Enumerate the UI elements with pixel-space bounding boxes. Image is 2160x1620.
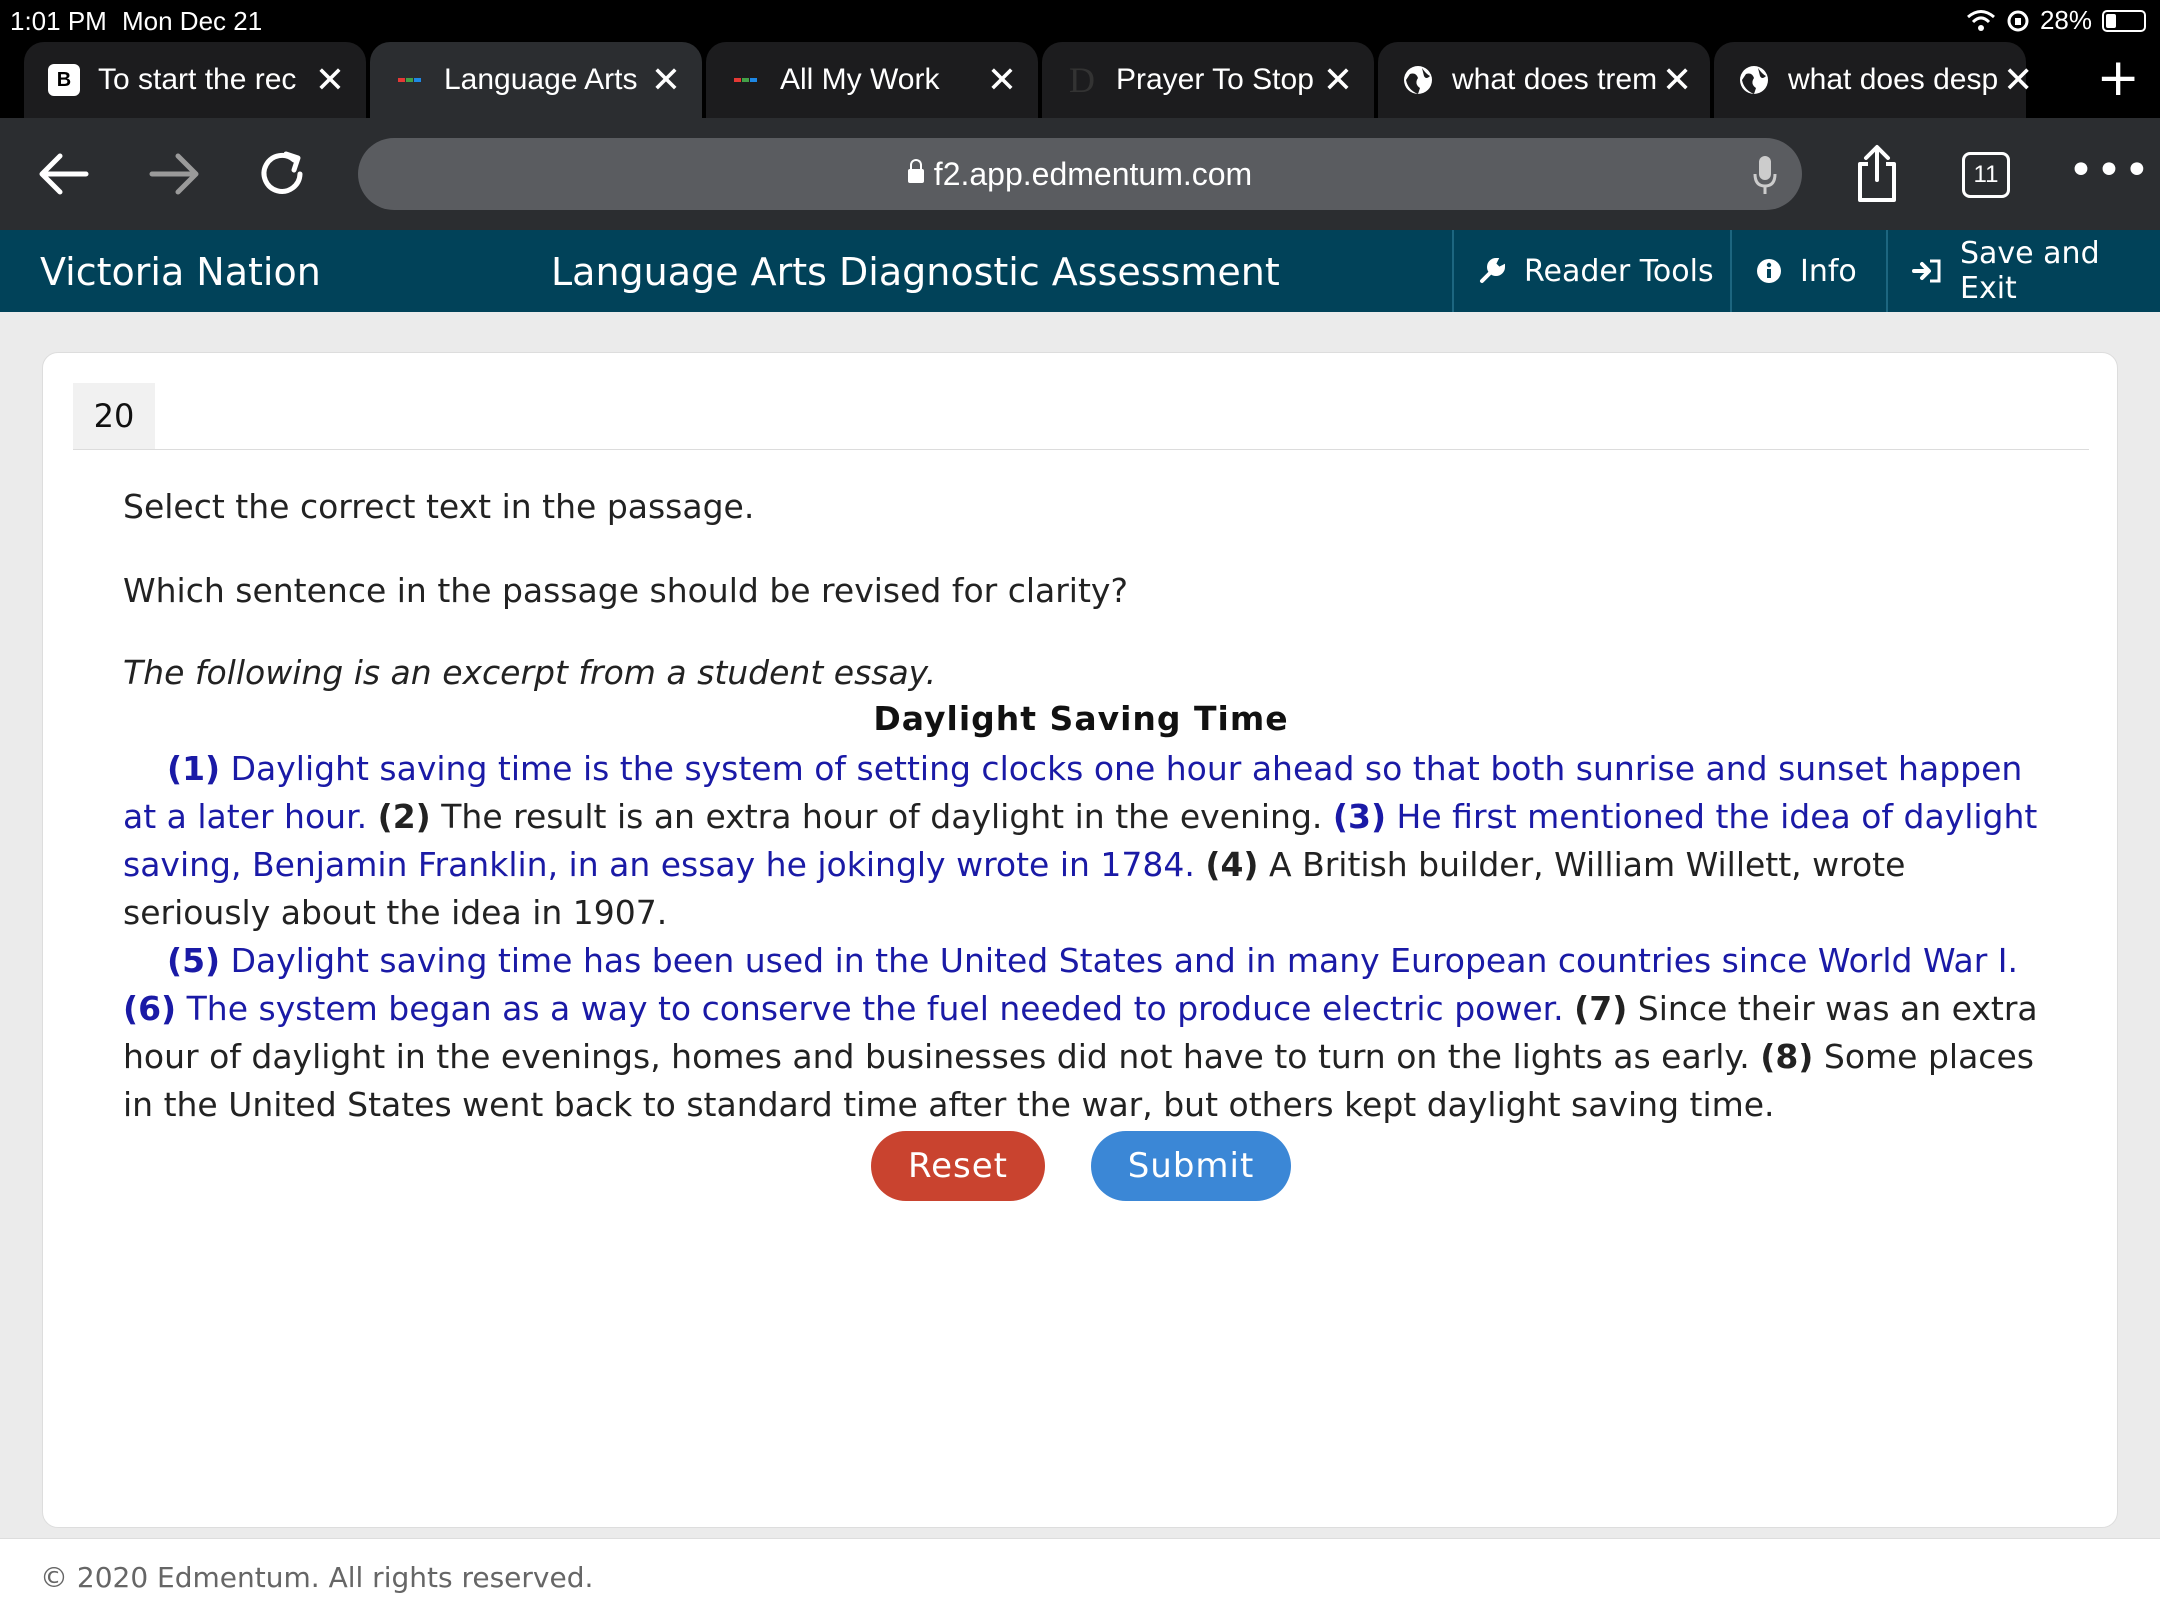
tab-language-arts[interactable] xyxy=(370,42,702,118)
sentence-6[interactable]: (6) The system began as a way to conserve the fuel needed to produce electric power. xyxy=(123,989,1564,1028)
globe-icon xyxy=(1402,64,1434,96)
sign-out-icon xyxy=(1912,258,1942,284)
submit-button[interactable]: Submit xyxy=(1091,1131,1291,1201)
tab-label: To start the rec xyxy=(98,63,297,96)
tab-all-my-work[interactable] xyxy=(706,42,1038,118)
close-tab-icon[interactable]: ✕ xyxy=(986,59,1018,100)
sentence-3[interactable]: (3) He first mentioned the idea of daylight saving, Benjamin Franklin, in an essay he jokingly wrote in 1784. xyxy=(123,797,2038,884)
tab-what-does-desp[interactable] xyxy=(1714,42,2034,118)
close-tab-icon[interactable]: ✕ xyxy=(2003,59,2034,100)
status-right xyxy=(1966,5,2146,36)
tab-what-does-trem[interactable] xyxy=(1378,42,1710,118)
paragraph xyxy=(123,745,2063,937)
question-prompt: Which sentence in the passage should be revised for clarity? xyxy=(123,571,1128,610)
globe-icon xyxy=(1738,64,1770,96)
reset-button[interactable]: Reset xyxy=(871,1131,1045,1201)
question-number: 20 xyxy=(73,383,155,449)
back-arrow-icon[interactable] xyxy=(34,146,94,202)
assessment-title: Language Arts Diagnostic Assessment xyxy=(551,250,1280,294)
info-icon xyxy=(1756,258,1782,284)
tab-favicon-b-icon: B xyxy=(48,64,80,96)
tab-label: Prayer To Stop xyxy=(1116,63,1314,96)
orientation-lock-icon xyxy=(2006,9,2030,33)
tab-label: what does trem xyxy=(1452,63,1658,96)
address-bar[interactable] xyxy=(358,138,1802,210)
question-instruction: Select the correct text in the passage. xyxy=(123,487,755,526)
reader-tools-button[interactable] xyxy=(1452,230,1728,312)
new-tab-plus-icon[interactable]: + xyxy=(2096,48,2140,108)
close-tab-icon[interactable]: ✕ xyxy=(650,59,682,100)
wifi-icon xyxy=(1966,9,1996,33)
reader-tools-label: Reader Tools xyxy=(1524,253,1714,289)
status-bar xyxy=(0,0,2160,40)
battery-percent: 28% xyxy=(2039,5,2092,35)
tab-favicon-d-icon: D xyxy=(1069,60,1095,100)
tab-bar xyxy=(0,40,2160,118)
reload-icon[interactable] xyxy=(254,146,314,202)
tab-favicon-edmentum-icon xyxy=(730,64,762,96)
sentence-7[interactable]: (7) Since their was an extra hour of daylight in the evenings, homes and businesses did not have to turn on the lights as early. xyxy=(123,989,2038,1076)
sentence-8[interactable]: (8) Some places in the United States went back to standard time after the war, but others kept daylight saving time. xyxy=(123,1037,2034,1124)
copyright-text: © 2020 Edmentum. All rights reserved. xyxy=(40,1561,594,1594)
tab-favicon-edmentum-icon xyxy=(394,64,426,96)
tab-count-button[interactable]: 11 xyxy=(1962,152,2010,198)
sentence-1[interactable]: (1) Daylight saving time is the system of setting clocks one hour ahead so that both sunrise and sunset happen at a later hour. xyxy=(123,749,2023,836)
share-icon[interactable] xyxy=(1852,144,1902,204)
question-card xyxy=(42,352,2118,1528)
save-and-exit-button[interactable] xyxy=(1886,230,2160,312)
divider xyxy=(73,449,2089,450)
save-and-exit-label: Save and Exit xyxy=(1960,236,2100,306)
tab-prayer[interactable] xyxy=(1042,42,1374,118)
tab-label: what does desp xyxy=(1788,63,1999,96)
close-tab-icon[interactable]: ✕ xyxy=(314,59,346,100)
tab-label: Language Arts xyxy=(444,63,638,96)
close-tab-icon[interactable]: ✕ xyxy=(1662,59,1693,100)
app-header xyxy=(0,230,2160,312)
tab-label: All My Work xyxy=(780,63,940,96)
info-button[interactable] xyxy=(1730,230,1884,312)
footer xyxy=(0,1538,2160,1620)
passage-title: Daylight Saving Time xyxy=(873,699,1289,738)
sentence-2[interactable]: (2) The result is an extra hour of daylight in the evening. xyxy=(377,797,1323,836)
sentence-4[interactable]: (4) A British builder, William Willett, wrote seriously about the idea in 1907. xyxy=(123,845,1906,932)
battery-icon xyxy=(2102,10,2146,32)
wrench-icon xyxy=(1478,257,1506,285)
forward-arrow-icon[interactable] xyxy=(144,146,204,202)
close-tab-icon[interactable]: ✕ xyxy=(1322,59,1354,100)
more-options-icon[interactable]: ••• xyxy=(2068,145,2152,196)
microphone-icon[interactable] xyxy=(1752,154,1778,196)
paragraph xyxy=(123,937,2063,1129)
passage-intro: The following is an excerpt from a student essay. xyxy=(123,653,937,692)
student-name: Victoria Nation xyxy=(40,250,321,294)
url-text: f2.app.edmentum.com xyxy=(933,155,1253,192)
browser-toolbar xyxy=(0,118,2160,230)
status-time: 1:01 PM xyxy=(10,6,107,36)
info-label: Info xyxy=(1800,253,1857,289)
tab-to-start[interactable] xyxy=(24,42,366,118)
sentence-5[interactable]: (5) Daylight saving time has been used in the United States and in many European countries since World War I. xyxy=(167,941,2018,980)
status-date: Mon Dec 21 xyxy=(122,6,263,36)
passage xyxy=(123,745,2063,1129)
lock-icon xyxy=(908,169,924,183)
